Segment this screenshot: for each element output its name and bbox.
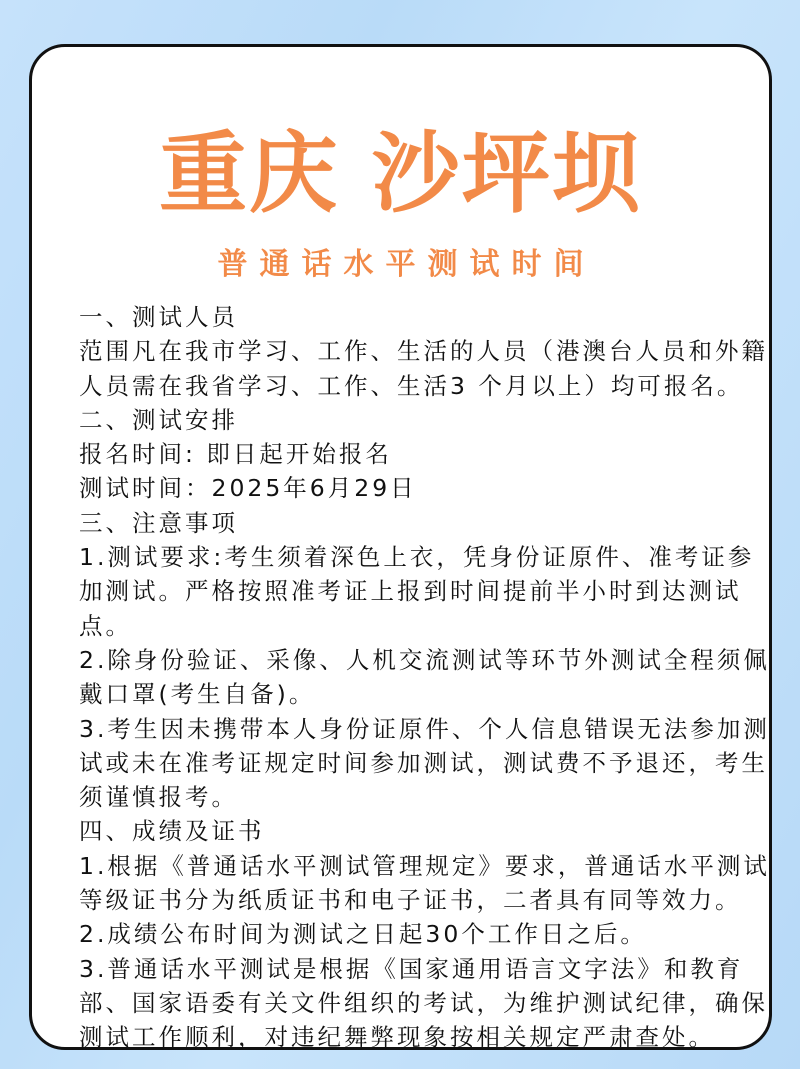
text-line: 报名时间: 即日起开始报名 bbox=[79, 440, 392, 469]
text-line: 测试时间：2025年6月29日 bbox=[79, 474, 417, 503]
text-line: 须谨慎报考。 bbox=[79, 783, 238, 812]
section-heading: 四、成绩及证书 bbox=[79, 817, 265, 846]
section-heading: 二、测试安排 bbox=[79, 405, 238, 434]
notice-body bbox=[79, 300, 799, 1055]
text-line: 等级证书分为纸质证书和电子证书，二者具有同等效力。 bbox=[79, 886, 742, 915]
text-line: 戴口罩(考生自备)。 bbox=[79, 680, 316, 709]
text-line: 2.成绩公布时间为测试之日起30个工作日之后。 bbox=[79, 920, 647, 949]
text-line: 2.除身份验证、采像、人机交流测试等环节外测试全程须佩 bbox=[79, 645, 770, 674]
page-subtitle: 普通话水平测试时间 bbox=[217, 247, 596, 282]
section-heading: 三、注意事项 bbox=[79, 508, 238, 537]
text-line: 部、国家语委有关文件组织的考试，为维护测试纪律，确保 bbox=[79, 988, 768, 1017]
text-line: 加测试。严格按照准考证上报到时间提前半小时到达测试 bbox=[79, 577, 742, 606]
section-heading: 一、测试人员 bbox=[79, 303, 238, 331]
text-line: 1.根据《普通话水平测试管理规定》要求，普通话水平测试 bbox=[79, 851, 770, 880]
text-line: 点。 bbox=[79, 611, 132, 640]
text-line: 人员需在我省学习、工作、生活3 个月以上）均可报名。 bbox=[79, 371, 744, 400]
notice-card bbox=[29, 44, 772, 1050]
text-line: 范围凡在我市学习、工作、生活的人员（港澳台人员和外籍 bbox=[79, 337, 768, 366]
text-line: 试或未在准考证规定时间参加测试，测试费不予退还，考生 bbox=[79, 748, 768, 777]
text-line: 测试工作顺利，对违纪舞弊现象按相关规定严肃查处。 bbox=[79, 1023, 715, 1052]
text-line: 3.考生因未携带本人身份证原件、个人信息错误无法参加测 bbox=[79, 714, 770, 743]
text-line: 3.普通话水平测试是根据《国家通用语言文字法》和教育 bbox=[79, 954, 744, 983]
text-line: 1.测试要求:考生须着深色上衣，凭身份证原件、准考证参 bbox=[79, 543, 755, 572]
page-title: 重庆 沙坪坝 bbox=[159, 122, 642, 225]
